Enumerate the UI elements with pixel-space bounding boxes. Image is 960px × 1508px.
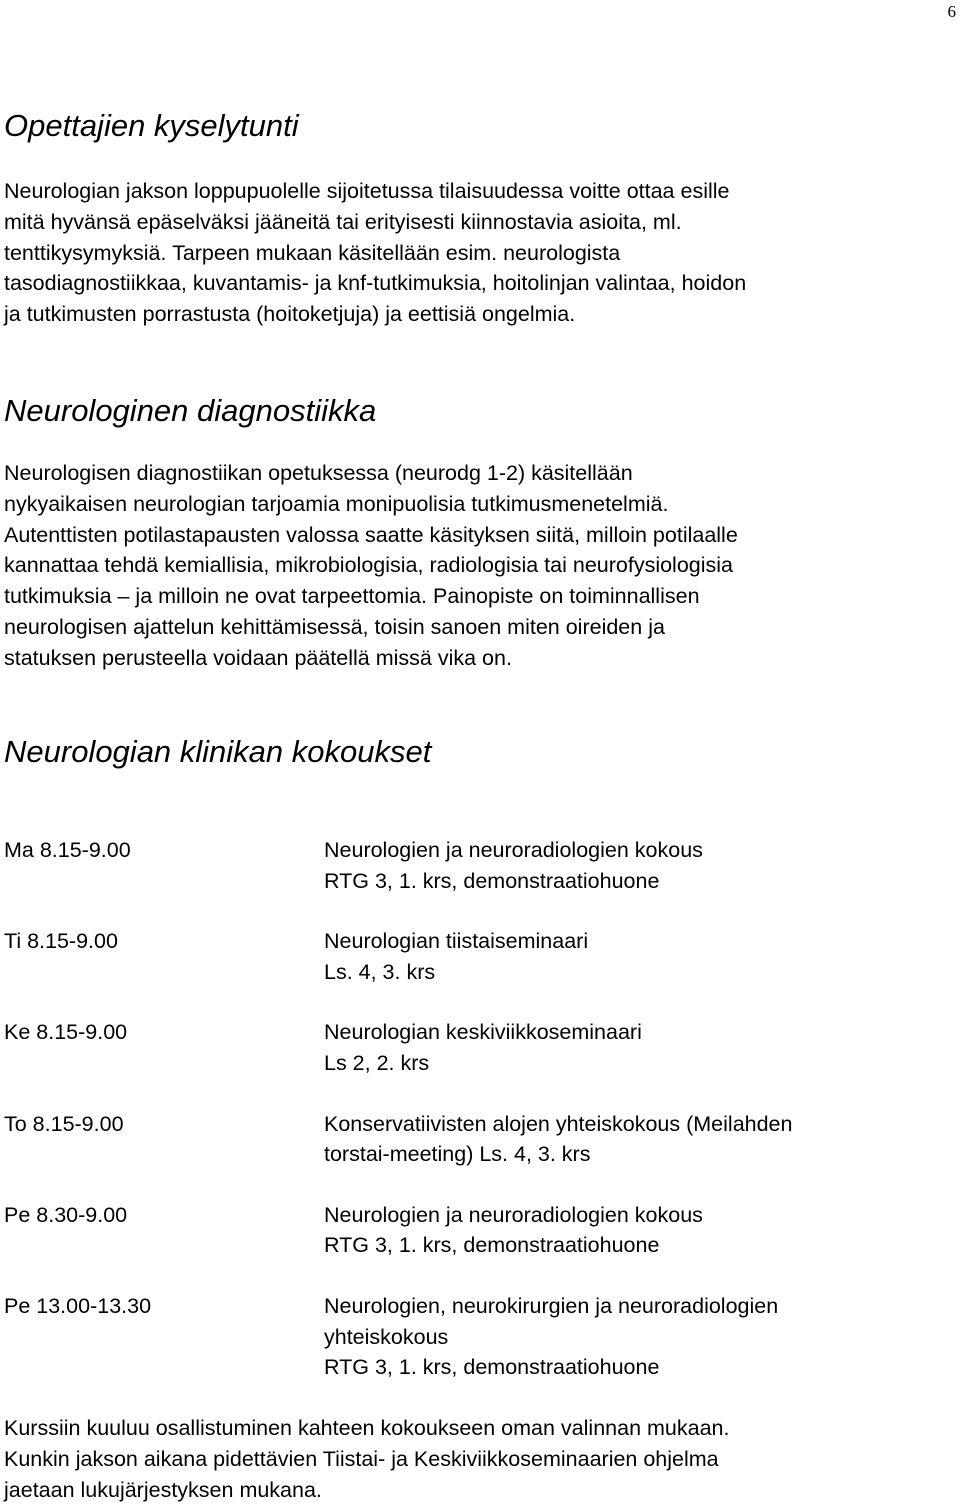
meetings-footer-paragraph	[4, 1413, 956, 1505]
schedule-description	[324, 926, 956, 987]
section-title-meetings: Neurologian klinikan kokoukset	[4, 734, 432, 769]
text-line: Neurologian jakson loppupuolelle sijoitetussa tilaisuudessa voitte ottaa esille	[4, 179, 730, 203]
schedule-row	[4, 1017, 956, 1078]
diagnostics-paragraph	[4, 458, 956, 674]
text-line: statuksen perusteella voidaan päätellä missä vika on.	[4, 645, 512, 670]
text-line: ja tutkimusten porrastusta (hoitoketjuja) ja eettisiä ongelmia.	[4, 302, 576, 327]
text-line: Kunkin jakson aikana pidettävien Tiistai- ja Keskiviikkoseminaarien ohjelma	[4, 1446, 719, 1471]
schedule-time: Ke 8.15-9.00	[4, 1020, 128, 1045]
schedule-time: Ma 8.15-9.00	[4, 838, 131, 862]
page-number: 6	[947, 2, 956, 21]
text-line: jaetaan lukujärjestyksen mukana.	[4, 1477, 322, 1502]
schedule-line: Konservatiivisten alojen yhteiskokous (Meilahden	[324, 1111, 793, 1136]
text-line: nykyaikaisen neurologian tarjoamia monipuolisia tutkimusmenetelmiä.	[4, 491, 669, 516]
schedule-description	[324, 1200, 956, 1261]
text-line: tutkimuksia – ja milloin ne ovat tarpeettomia. Painopiste on toiminnallisen	[4, 584, 700, 609]
schedule-time: Pe 8.30-9.00	[4, 1202, 128, 1227]
schedule-description	[324, 1017, 956, 1078]
schedule-description	[324, 1109, 956, 1170]
schedule-row	[4, 926, 956, 987]
schedule-time: Ti 8.15-9.00	[4, 929, 118, 954]
meeting-schedule	[4, 835, 956, 1407]
schedule-time: To 8.15-9.00	[4, 1111, 124, 1136]
schedule-time: Pe 13.00-13.30	[4, 1293, 152, 1318]
text-line: mitä hyvänsä epäselväksi jääneitä tai erityisesti kiinnostavia asioita, ml.	[4, 209, 682, 234]
schedule-row	[4, 1109, 956, 1170]
text-line: neurologisen ajattelun kehittämisessä, toisin sanoen miten oireiden ja	[4, 614, 665, 639]
schedule-line: RTG 3, 1. krs, demonstraatiohuone	[324, 1233, 660, 1258]
schedule-description	[324, 1291, 956, 1383]
text-line: tasodiagnostiikkaa, kuvantamis- ja knf-tutkimuksia, hoitolinjan valintaa, hoidon	[4, 271, 747, 296]
text-line: Autenttisten potilastapausten valossa saatte käsityksen siitä, milloin potilaalle	[4, 522, 738, 547]
schedule-row	[4, 1291, 956, 1383]
schedule-line: RTG 3, 1. krs, demonstraatiohuone	[324, 868, 660, 893]
schedule-line: Ls 2, 2. krs	[324, 1050, 430, 1075]
schedule-line: RTG 3, 1. krs, demonstraatiohuone	[324, 1355, 660, 1380]
schedule-line: Neurologien ja neuroradiologien kokous	[324, 1202, 703, 1227]
schedule-description	[324, 835, 956, 896]
section-title-questions: Opettajien kyselytunti	[4, 108, 299, 143]
text-line: kannattaa tehdä kemiallisia, mikrobiologisia, radiologisia tai neurofysiologisia	[4, 553, 734, 578]
text-line: Neurologisen diagnostiikan opetuksessa (neurodg 1-2) käsitellään	[4, 461, 633, 485]
schedule-row	[4, 835, 956, 896]
text-line: Kurssiin kuuluu osallistuminen kahteen kokoukseen oman valinnan mukaan.	[4, 1416, 730, 1440]
section-title-diagnostics: Neurologinen diagnostiikka	[4, 393, 377, 428]
schedule-line: yhteiskokous	[324, 1324, 449, 1349]
schedule-line: Neurologien, neurokirurgien ja neuroradiologien	[324, 1293, 779, 1318]
schedule-row	[4, 1200, 956, 1261]
schedule-line: Neurologian tiistaiseminaari	[324, 929, 589, 954]
questions-paragraph	[4, 176, 956, 330]
text-line: tenttikysymyksiä. Tarpeen mukaan käsitellään esim. neurologista	[4, 240, 621, 265]
schedule-line: torstai-meeting) Ls. 4, 3. krs	[324, 1142, 591, 1167]
schedule-line: Ls. 4, 3. krs	[324, 959, 436, 984]
schedule-line: Neurologian keskiviikkoseminaari	[324, 1020, 642, 1045]
schedule-line: Neurologien ja neuroradiologien kokous	[324, 838, 703, 862]
